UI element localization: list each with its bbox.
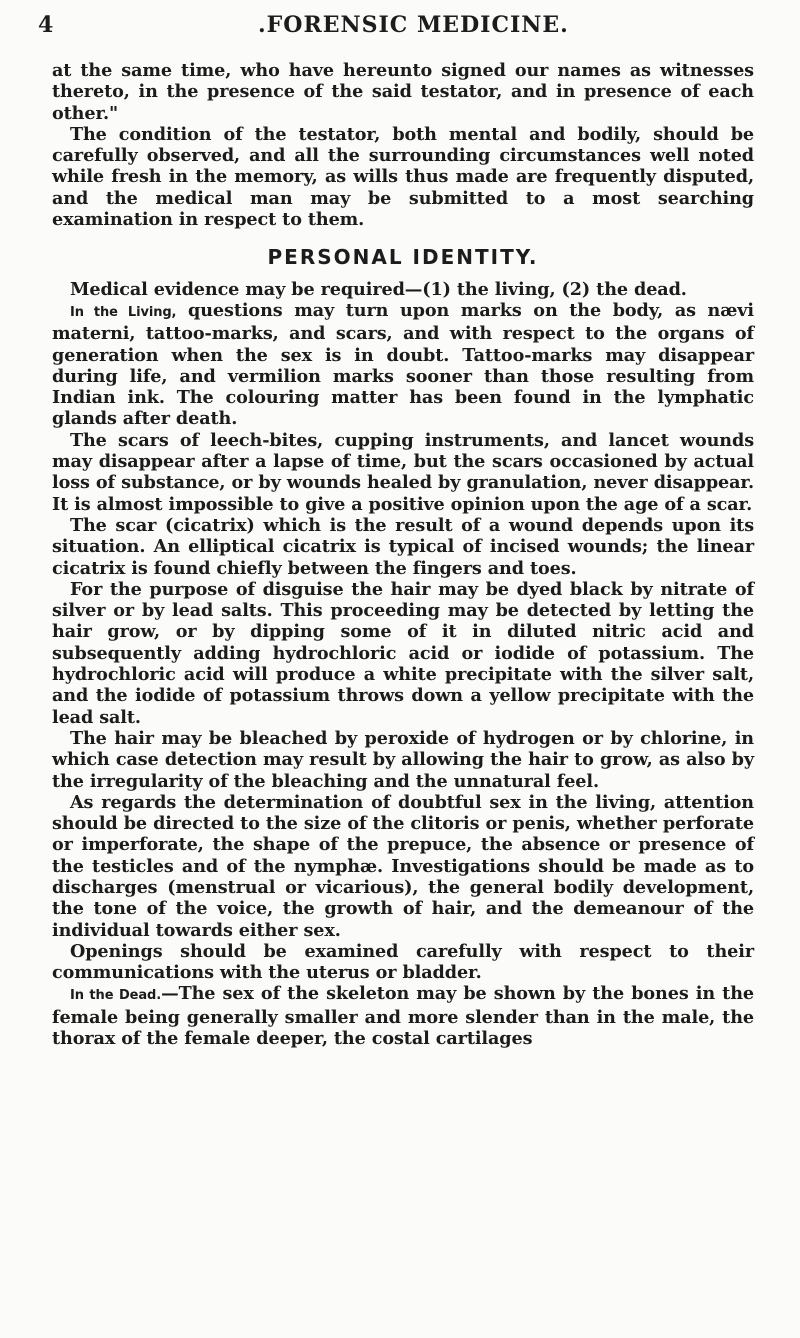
paragraph: As regards the determination of doubtful sex in the living, attention should be directed to the size of the clitoris or penis, whether perforate or imperforate, the shape of the prepuce, the absence or presence of the testicles and of the nymphæ. Investigations should be made as to discharges (menstrual or vicarious), the general bodily development, the tone of the voice, the growth of hair, and the demeanour of the individual towards either sex. bbox=[52, 791, 754, 941]
paragraph bbox=[52, 300, 754, 430]
paragraph-text: —The sex of the skeleton may be shown by the bones in the female being generally smaller and more slender than in the male, the thorax of the female deeper, the costal cartilages bbox=[52, 983, 754, 1050]
paragraph: The scars of leech-bites, cupping instruments, and lancet wounds may disappear after a lapse of time, but the scars occasioned by actual loss of substance, or by wounds healed by granulation, never disappear. It is almost impossible to give a positive opinion upon the age of a scar. bbox=[52, 429, 754, 515]
paragraph-lead: In the Dead. bbox=[70, 988, 162, 1004]
running-title: .FORENSIC MEDICINE. bbox=[258, 12, 569, 38]
paragraph-lead: In the Living, bbox=[70, 304, 177, 320]
section-heading: PERSONAL IDENTITY. bbox=[267, 245, 539, 270]
paragraph: For the purpose of disguise the hair may be dyed black by nitrate of silver or by lead salts. This proceeding may be detected by letting the hair grow, or by dipping some of it in diluted nitric acid and subsequently adding hydrochloric acid or iodide of potassium. The hydrochloric acid will produce a white precipitate with the silver salt, and the iodide of potassium throws down a yellow precipitate with the lead salt. bbox=[52, 578, 754, 728]
paragraph: The condition of the testator, both mental and bodily, should be carefully observed, and all the surrounding circumstances well noted while fresh in the memory, as wills thus made are frequently disputed, and the medical man may be submitted to a most searching examination in respect to them. bbox=[52, 123, 754, 231]
page-body bbox=[52, 60, 754, 1049]
page-number: 4 bbox=[38, 12, 55, 38]
paragraph: Openings should be examined carefully with respect to their communications with the uterus or bladder. bbox=[52, 940, 754, 984]
page-header bbox=[20, 12, 780, 48]
paragraph: The scar (cicatrix) which is the result of a wound depends upon its situation. An elliptical cicatrix is typical of incised wounds; the linear cicatrix is found chiefly between the fingers and toes. bbox=[52, 514, 754, 579]
paragraph: at the same time, who have hereunto signed our names as witnesses thereto, in the presence of the said testator, and in presence of each other." bbox=[52, 60, 754, 124]
paragraph: The hair may be bleached by peroxide of hydrogen or by chlorine, in which case detection may result by allowing the hair to grow, as also by the irregularity of the bleaching and the unnatural feel. bbox=[52, 727, 754, 792]
paragraph-text: questions may turn upon marks on the body, as nævi materni, tattoo-marks, and scars, and with respect to the organs of generation when the sex is in doubt. Tattoo-marks may disappear during life, and vermilion marks sooner than those resulting from Indian ink. The colouring matter has been found in the lymphatic glands after death. bbox=[52, 299, 754, 430]
paragraph bbox=[52, 983, 754, 1049]
paragraph: Medical evidence may be required—(1) the living, (2) the dead. bbox=[70, 278, 687, 300]
